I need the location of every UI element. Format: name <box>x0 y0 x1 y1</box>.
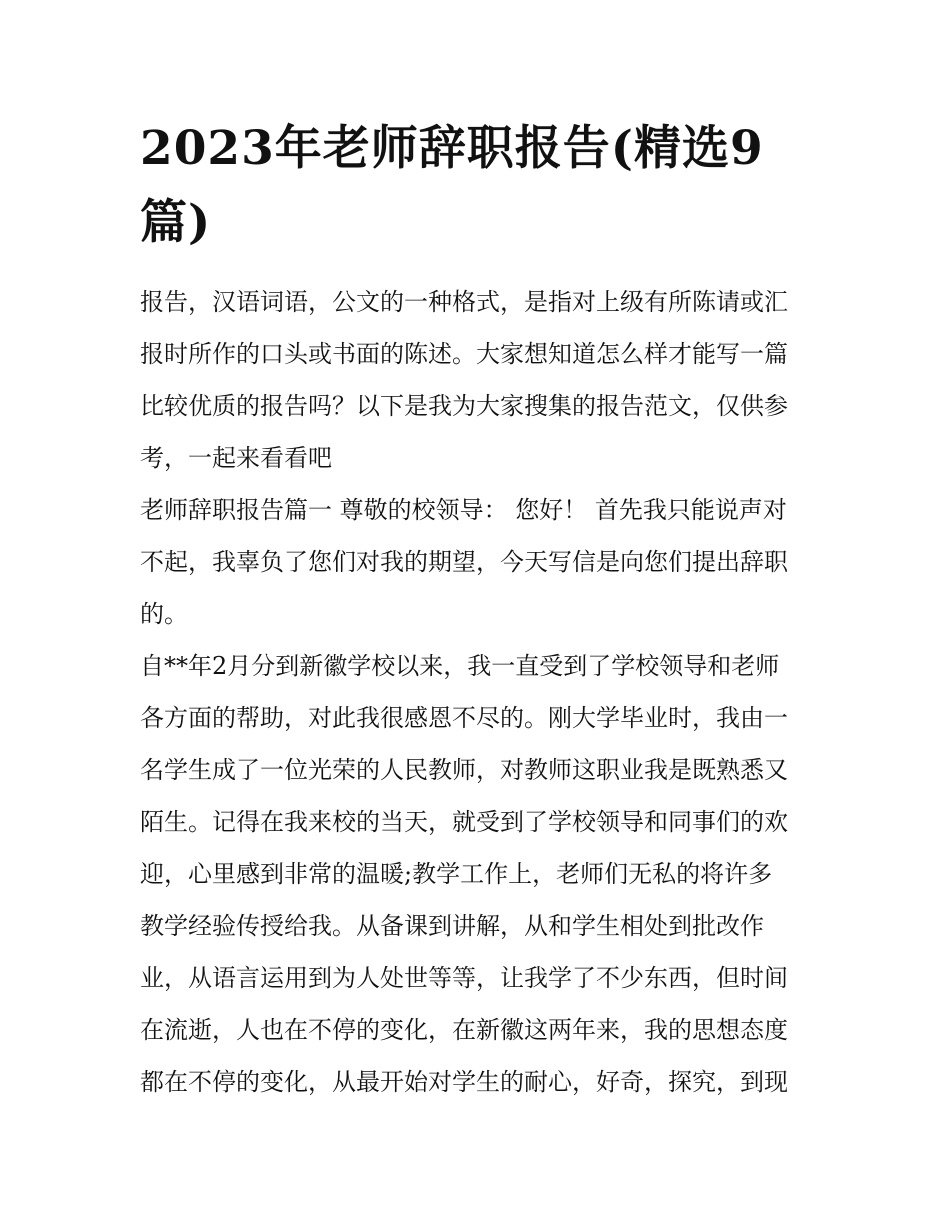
text-line: 自**年2月分到新徽学校以来，我一直受到了学校领导和老师 <box>140 652 780 680</box>
text-line: 业，从语言运用到为人处世等等，让我学了不少东西，但时间 <box>140 964 788 992</box>
title-line-2: 篇) <box>140 195 212 250</box>
title-line-1: 2023年老师辞职报告(精选9 <box>140 121 764 176</box>
text-line: 不起，我辜负了您们对我的期望，今天写信是向您们提出辞职 <box>140 548 788 576</box>
paragraph-intro <box>140 276 812 484</box>
text-line: 报时所作的口头或书面的陈述。大家想知道怎么样才能写一篇 <box>140 340 788 368</box>
text-line: 各方面的帮助，对此我很感恩不尽的。刚大学毕业时，我由一 <box>140 704 788 732</box>
document-title <box>140 112 820 260</box>
text-line: 都在不停的变化，从最开始对学生的耐心，好奇，探究，到现 <box>140 1068 788 1096</box>
paragraph-greeting <box>140 484 812 640</box>
text-line: 迎，心里感到非常的温暖;教学工作上，老师们无私的将许多 <box>140 860 773 888</box>
paragraph-body <box>140 640 812 1108</box>
text-line: 名学生成了一位光荣的人民教师，对教师这职业我是既熟悉又 <box>140 756 788 784</box>
text-line: 考，一起来看看吧 <box>140 444 332 472</box>
text-line: 的。 <box>140 600 188 628</box>
text-line: 老师辞职报告篇一 尊敬的校领导： 您好！ 首先我只能说声对 <box>140 496 787 524</box>
text-line: 陌生。记得在我来校的当天，就受到了学校领导和同事们的欢 <box>140 808 788 836</box>
text-line: 教学经验传授给我。从备课到讲解，从和学生相处到批改作 <box>140 912 764 940</box>
document-body <box>140 276 812 1108</box>
text-line: 在流逝，人也在不停的变化，在新徽这两年来，我的思想态度 <box>140 1016 788 1044</box>
text-line: 报告，汉语词语，公文的一种格式，是指对上级有所陈请或汇 <box>140 288 788 316</box>
text-line: 比较优质的报告吗？以下是我为大家搜集的报告范文，仅供参 <box>140 392 788 420</box>
